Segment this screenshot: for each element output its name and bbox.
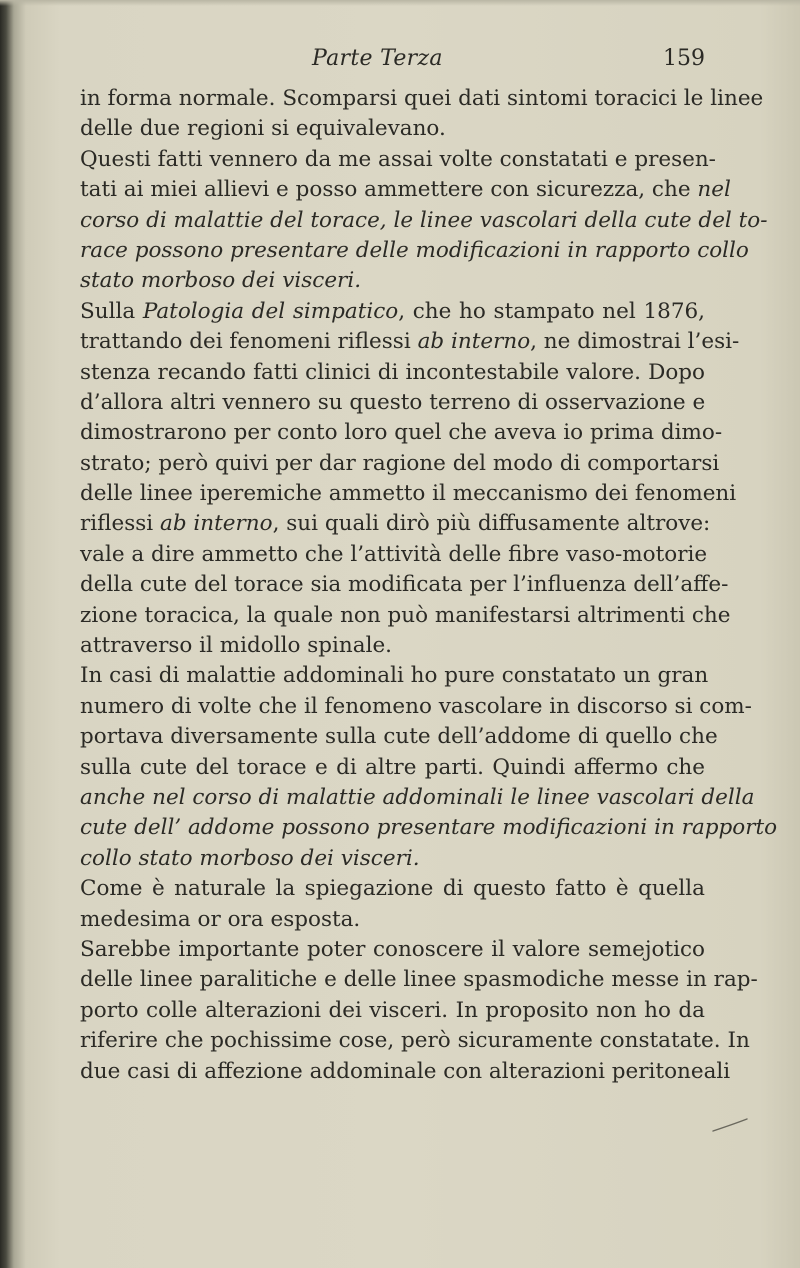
text-line <box>80 449 720 479</box>
text-line <box>80 935 705 965</box>
text-line <box>80 753 705 783</box>
text-segment: Come è naturale la spiegazione di questo fatto è quella <box>80 876 705 902</box>
text-segment: stenza recando fatti clinici di incontestabile valore. Dopo <box>80 359 705 385</box>
text-line <box>80 1057 731 1087</box>
text-segment: tati ai miei allievi e posso ammettere con sicurezza, che <box>80 177 698 203</box>
text-segment: della cute del torace sia modificata per l’influenza dell’affe- <box>80 572 729 598</box>
running-title: Parte Terza <box>312 46 443 71</box>
text-line <box>80 388 705 418</box>
italic-text: Patologia del simpatico <box>142 298 399 324</box>
text-segment: strato; però quivi per dar ragione del modo di comportarsi <box>80 450 720 476</box>
page-header <box>80 46 705 76</box>
text-line <box>80 84 764 114</box>
text-line <box>80 661 709 691</box>
italic-text: cute dell’ addome possono presentare modificazioni in rapporto <box>80 815 778 841</box>
page-number: 159 <box>663 46 705 71</box>
text-line <box>80 358 705 388</box>
text-line <box>80 509 711 539</box>
text-segment: in forma normale. Scomparsi quei dati sintomi toracici le linee <box>80 86 764 111</box>
pencil-mark-icon <box>712 1117 748 1133</box>
text-line <box>80 996 705 1026</box>
text-segment: delle linee paralitiche e delle linee spasmodiche messe in rap- <box>80 967 758 993</box>
text-segment: sulla cute del torace e di altre parti. Quindi affermo che <box>80 754 705 780</box>
italic-text: race possono presentare delle modificazioni in rapporto collo <box>80 237 749 263</box>
text-line <box>80 601 731 631</box>
text-line <box>80 327 740 357</box>
text-segment: delle due regioni si equivalevano. <box>80 116 446 142</box>
text-line <box>80 297 705 327</box>
text-line <box>80 631 705 661</box>
text-line <box>80 236 749 266</box>
text-segment: trattando dei fenomeni riflessi <box>80 329 418 355</box>
text-segment: zione toracica, la quale non può manifestarsi altrimenti che <box>80 602 731 628</box>
text-segment: numero di volte che il fenomeno vascolare in discorso si com- <box>80 693 752 719</box>
text-segment: Sulla <box>80 298 143 324</box>
text-line <box>80 722 718 752</box>
italic-text: nel <box>697 177 731 203</box>
text-segment: , sui quali dirò più diffusamente altrove: <box>272 511 711 537</box>
text-segment: Sarebbe importante poter conoscere il valore semejotico <box>80 936 705 962</box>
text-segment: porto colle alterazioni dei visceri. In proposito non ho da <box>80 997 705 1023</box>
page-edge-shadow <box>0 0 800 6</box>
text-segment: delle linee iperemiche ammetto il meccanismo dei fenomeni <box>80 481 737 507</box>
text-line <box>80 570 729 600</box>
text-segment: medesima or ora esposta. <box>80 906 361 932</box>
text-line <box>80 175 731 205</box>
text-segment: In casi di malattie addominali ho pure constatato un gran <box>80 663 709 689</box>
text-line <box>80 479 737 509</box>
text-segment: Questi fatti vennero da me assai volte constatati e presen- <box>80 146 716 172</box>
italic-text: corso di malattie del torace, le linee vascolari della cute del to- <box>80 207 768 233</box>
text-segment: , che ho stampato nel 1876, <box>398 298 706 324</box>
italic-text: anche nel corso di malattie addominali le linee vascolari della <box>80 784 755 810</box>
text-line <box>80 206 768 236</box>
text-segment: vale a dire ammetto che l’attività delle fibre vaso-motorie <box>80 541 708 567</box>
text-line <box>80 905 705 935</box>
body-text <box>80 84 778 1087</box>
italic-text: collo stato morboso dei visceri. <box>80 845 420 871</box>
text-line <box>80 418 723 448</box>
text-line <box>80 813 778 843</box>
text-line <box>80 266 705 296</box>
text-line <box>80 965 758 995</box>
italic-text: ab interno <box>160 511 273 537</box>
text-segment: portava diversamente sulla cute dell’addome di quello che <box>80 724 718 750</box>
text-segment: , ne dimostrai l’esi- <box>530 329 740 355</box>
text-line <box>80 844 705 874</box>
text-segment: d’allora altri vennero su questo terreno di osservazione e <box>80 389 706 415</box>
italic-text: stato morboso dei visceri. <box>80 268 362 294</box>
text-segment: dimostrarono per conto loro quel che aveva io prima dimo- <box>80 420 723 446</box>
text-segment: riflessi <box>80 511 160 537</box>
text-line <box>80 1026 750 1056</box>
text-line <box>80 692 752 722</box>
text-segment: riferire che pochissime cose, però sicuramente constatate. In <box>80 1028 750 1054</box>
text-line <box>80 874 705 904</box>
text-segment: due casi di affezione addominale con alterazioni peritoneali <box>80 1058 731 1084</box>
text-segment: attraverso il midollo spinale. <box>80 633 393 659</box>
text-line <box>80 540 708 570</box>
text-line <box>80 783 755 813</box>
italic-text: ab interno <box>417 329 531 355</box>
text-line <box>80 145 716 175</box>
text-line <box>80 114 705 144</box>
